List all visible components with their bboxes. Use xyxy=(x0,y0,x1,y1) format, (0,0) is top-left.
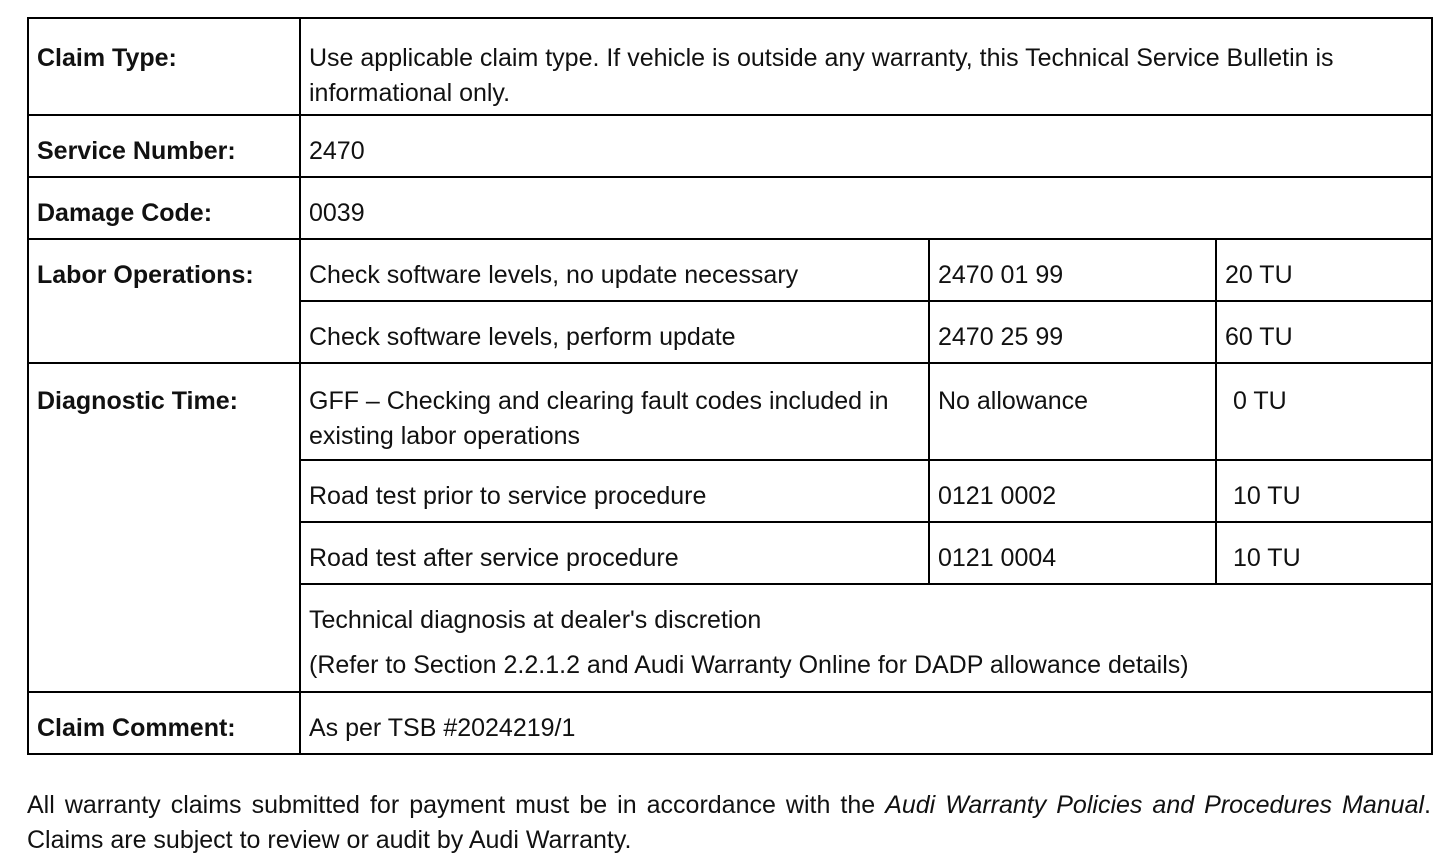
diagnostic-time-value: 10 TU xyxy=(1216,460,1432,522)
footer-text-closing: . Claims are subject to review or audit by Audi Warranty. xyxy=(27,791,1431,854)
labor-operation-code: 2470 25 99 xyxy=(929,301,1216,363)
technical-diagnosis-note xyxy=(300,584,1432,692)
service-number-label: Service Number: xyxy=(28,115,300,177)
diagnostic-time-value: 0 TU xyxy=(1216,363,1432,460)
footer-text-intro: All warranty claims submitted for payment must be in accordance with the xyxy=(27,791,886,819)
service-number-value: 2470 xyxy=(300,115,1432,177)
labor-operation-description: Check software levels, no update necessary xyxy=(300,239,929,301)
claim-type-row xyxy=(28,18,1432,115)
diagnostic-description: GFF – Checking and clearing fault codes included in existing labor operations xyxy=(300,363,929,460)
service-number-row xyxy=(28,115,1432,177)
diagnostic-time-label: Diagnostic Time: xyxy=(28,363,300,692)
diagnostic-description: Road test prior to service procedure xyxy=(300,460,929,522)
labor-operation-description: Check software levels, perform update xyxy=(300,301,929,363)
labor-operation-time: 60 TU xyxy=(1216,301,1432,363)
diagnostic-code: 0121 0004 xyxy=(929,522,1216,584)
claim-comment-label: Claim Comment: xyxy=(28,692,300,754)
diagnostic-code: No allowance xyxy=(929,363,1216,460)
diagnostic-description: Road test after service procedure xyxy=(300,522,929,584)
claim-comment-value: As per TSB #2024219/1 xyxy=(300,692,1432,754)
claim-comment-row xyxy=(28,692,1432,754)
diagnostic-row xyxy=(28,363,1432,460)
claim-type-value: Use applicable claim type. If vehicle is outside any warranty, this Technical Service Bulletin is informational only. xyxy=(300,18,1432,115)
damage-code-value: 0039 xyxy=(300,177,1432,239)
labor-operation-row xyxy=(28,239,1432,301)
diagnostic-code: 0121 0002 xyxy=(929,460,1216,522)
labor-operation-code: 2470 01 99 xyxy=(929,239,1216,301)
dadp-allowance-reference: (Refer to Section 2.2.1.2 and Audi Warranty Online for DADP allowance details) xyxy=(309,651,1189,679)
warranty-claim-table xyxy=(27,17,1433,755)
labor-operation-time: 20 TU xyxy=(1216,239,1432,301)
damage-code-row xyxy=(28,177,1432,239)
diagnostic-time-value: 10 TU xyxy=(1216,522,1432,584)
labor-operations-label: Labor Operations: xyxy=(28,239,300,363)
warranty-footer-note xyxy=(27,788,1431,858)
claim-type-label: Claim Type: xyxy=(28,18,300,115)
warranty-manual-title: Audi Warranty Policies and Procedures Manual xyxy=(885,791,1425,819)
damage-code-label: Damage Code: xyxy=(28,177,300,239)
technical-diagnosis-line: Technical diagnosis at dealer's discretion xyxy=(309,606,762,634)
